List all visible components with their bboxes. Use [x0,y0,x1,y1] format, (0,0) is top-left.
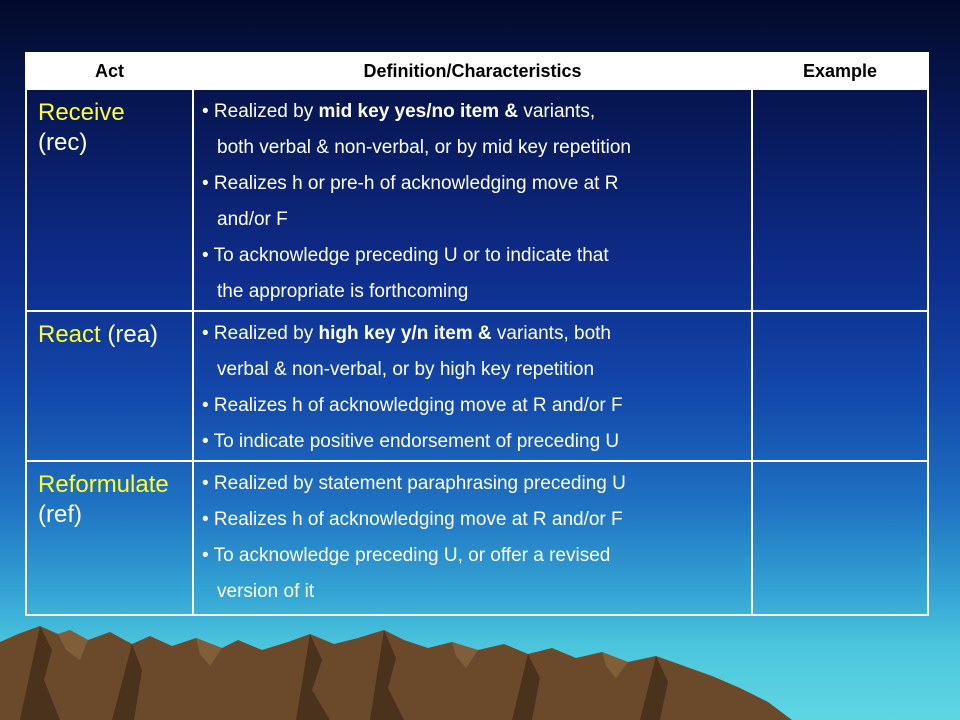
definition-cell [193,311,752,461]
definition-line [202,502,745,538]
example-cell [752,311,928,461]
table-row [26,89,928,311]
definition-line [202,466,745,502]
definition-cell [193,461,752,615]
text-fragment: • To acknowledge preceding U, or offer a revised [202,545,611,566]
header-example: Example [752,53,928,89]
definition-line [202,352,745,388]
example-cell [752,89,928,311]
definition-line [202,424,745,460]
text-fragment: version of it [217,581,315,602]
bold-text: high key y/n item & [318,323,492,344]
text-fragment: and/or F [217,209,288,230]
text-fragment: • To acknowledge preceding U or to indicate that [202,245,609,266]
table-row [26,311,928,461]
table-row [26,461,928,615]
text-fragment: both verbal & non-verbal, or by mid key repetition [217,137,631,158]
act-cell [26,89,193,311]
bold-text: mid key yes/no item & [318,101,519,122]
act-abbr: (ref) [38,501,82,528]
text-fragment: verbal & non-verbal, or by high key repetition [217,359,595,380]
definition-line [202,166,745,202]
text-fragment: variants, both [491,323,611,344]
definition-line [202,538,745,574]
definition-line [202,130,745,166]
text-fragment: • To indicate positive endorsement of preceding U [202,431,620,452]
header-act: Act [26,53,193,89]
mountain-range-decoration [0,620,960,720]
act-abbr: (rea) [107,321,159,348]
act-name: Reformulate [38,471,169,498]
table-header-row [26,53,928,89]
definition-line [202,238,745,274]
act-name: React [38,321,101,348]
definition-line [202,316,745,352]
act-cell [26,461,193,615]
definition-line [202,202,745,238]
example-cell [752,461,928,615]
act-cell [26,311,193,461]
text-fragment: • Realized by [202,101,319,122]
text-fragment: variants, [518,101,596,122]
definition-line [202,94,745,130]
act-name: Receive [38,99,125,126]
definition-line [202,388,745,424]
text-fragment: the appropriate is forthcoming [217,281,469,302]
definition-cell [193,89,752,311]
definition-line [202,574,745,610]
text-fragment: • Realizes h or pre-h of acknowledging move at R [202,173,619,194]
text-fragment: • Realizes h of acknowledging move at R and/or F [202,395,623,416]
text-fragment: • Realized by statement paraphrasing preceding U [202,473,626,494]
text-fragment: • Realized by [202,323,319,344]
header-definition: Definition/Characteristics [193,53,752,89]
definition-line [202,274,745,310]
text-fragment: • Realizes h of acknowledging move at R and/or F [202,509,623,530]
speech-act-table [25,52,929,616]
act-abbr: (rec) [38,129,88,156]
